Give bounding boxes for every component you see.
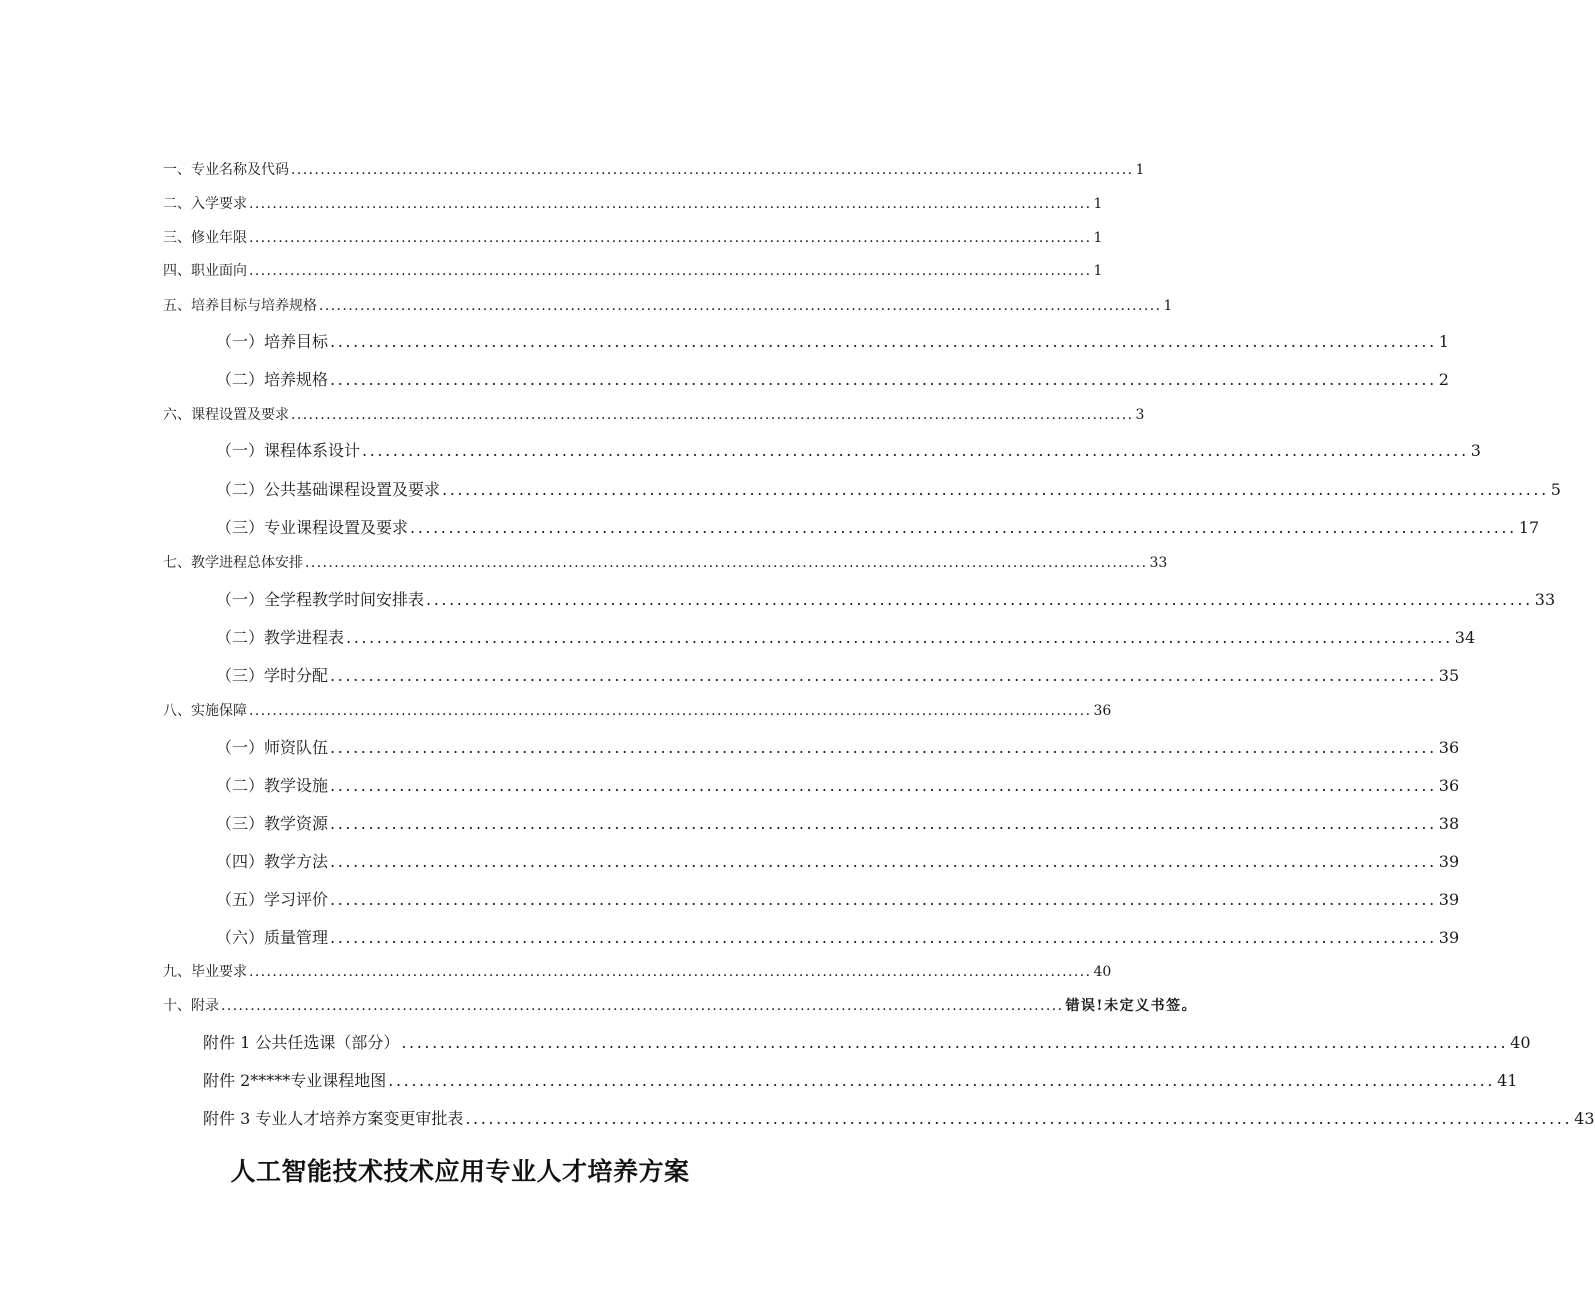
toc-leader-dots: ................................................................................................................................................ — [442, 480, 1549, 499]
toc-leader-dots: ................................................................................................................................................ — [330, 738, 1437, 757]
toc-entry-label: （二）教学设施 — [216, 776, 329, 795]
toc-entry-page: 39 — [1438, 928, 1460, 947]
toc-leader-dots: ................................................................................................................................................ — [221, 998, 1064, 1014]
toc-leader-dots: ................................................................................................................................................ — [305, 555, 1148, 571]
toc-entry[interactable] — [216, 849, 1460, 871]
toc-entry-page: 1 — [1093, 263, 1103, 279]
toc-entry-page: 41 — [1497, 1071, 1518, 1090]
toc-leader-dots: ................................................................................................................................................ — [401, 1033, 1509, 1052]
toc-entry[interactable] — [216, 438, 1481, 460]
toc-leader-dots: ................................................................................................................................................ — [249, 964, 1092, 980]
toc-entry-label: （三）学时分配 — [216, 666, 329, 685]
toc-entry-label: 九、毕业要求 — [163, 964, 247, 980]
toc-entry-page: 34 — [1454, 628, 1476, 647]
toc-entry-label: 四、职业面向 — [163, 263, 247, 279]
toc-leader-dots: ................................................................................................................................................ — [346, 628, 1453, 647]
toc-leader-dots: ................................................................................................................................................ — [426, 590, 1533, 609]
toc-entry[interactable] — [163, 995, 1198, 1015]
toc-leader-dots: ................................................................................................................................................ — [319, 298, 1162, 314]
toc-entry-page: 36 — [1093, 703, 1112, 719]
toc-entry-page: 43 — [1574, 1109, 1595, 1128]
toc-entry-label: （一）师资队伍 — [216, 738, 329, 757]
toc-leader-dots: ................................................................................................................................................ — [249, 196, 1092, 212]
toc-entry-label: （五）学习评价 — [216, 890, 329, 909]
toc-entry-page: 40 — [1093, 964, 1112, 980]
toc-entry[interactable] — [216, 735, 1460, 757]
toc-entry-label: 附件 3 专业人才培养方案变更审批表 — [203, 1109, 464, 1128]
toc-entry[interactable] — [163, 700, 1112, 720]
toc-leader-dots: ................................................................................................................................................ — [330, 370, 1437, 389]
toc-entry-label: （二）教学进程表 — [216, 628, 345, 647]
document-title: 人工智能技术技术应用专业人才培养方案 — [230, 1157, 690, 1186]
toc-entry-page: 1 — [1093, 196, 1103, 212]
toc-entry-page: 38 — [1438, 814, 1460, 833]
toc-entry-page: 1 — [1163, 298, 1173, 314]
toc-entry-page: 1 — [1093, 230, 1103, 246]
toc-entry-page: 36 — [1438, 776, 1460, 795]
toc-leader-dots: ................................................................................................................................................ — [388, 1071, 1496, 1090]
toc-entry-label: 七、教学进程总体安排 — [163, 555, 303, 571]
toc-entry-label: 十、附录 — [163, 998, 219, 1014]
toc-entry-label: （六）质量管理 — [216, 928, 329, 947]
toc-entry[interactable] — [216, 887, 1460, 909]
toc-entry-label: （二）培养规格 — [216, 370, 329, 389]
toc-entry[interactable] — [163, 193, 1103, 213]
toc-leader-dots: ................................................................................................................................................ — [330, 814, 1437, 833]
toc-entry-page: 33 — [1534, 590, 1556, 609]
toc-entry-label: （一）全学程教学时间安排表 — [216, 590, 425, 609]
toc-entry[interactable] — [216, 773, 1460, 795]
toc-entry-page: 33 — [1149, 555, 1168, 571]
toc-leader-dots: ................................................................................................................................................ — [465, 1109, 1573, 1128]
toc-leader-dots: ................................................................................................................................................ — [362, 441, 1469, 460]
toc-entry-page: 39 — [1438, 852, 1460, 871]
toc-entry[interactable] — [216, 477, 1561, 499]
toc-entry[interactable] — [163, 552, 1168, 572]
toc-entry-page: 3 — [1470, 441, 1481, 460]
toc-entry[interactable] — [216, 811, 1460, 833]
toc-entry[interactable] — [203, 1106, 1595, 1128]
toc-entry[interactable] — [163, 404, 1145, 424]
toc-entry-page: 3 — [1135, 407, 1145, 423]
toc-leader-dots: ................................................................................................................................................ — [330, 928, 1437, 947]
toc-entry-label: 附件 1 公共任选课（部分） — [203, 1033, 400, 1052]
toc-entry-label: 六、课程设置及要求 — [163, 407, 289, 423]
toc-leader-dots: ................................................................................................................................................ — [249, 230, 1092, 246]
toc-entry-page-error: 错误!未定义书签。 — [1065, 998, 1198, 1014]
toc-leader-dots: ................................................................................................................................................ — [291, 407, 1134, 423]
toc-entry[interactable] — [216, 925, 1460, 947]
toc-entry[interactable] — [216, 515, 1540, 537]
toc-entry-page: 2 — [1438, 370, 1449, 389]
toc-entry[interactable] — [216, 587, 1556, 609]
toc-entry-label: （三）专业课程设置及要求 — [216, 518, 409, 537]
toc-entry-label: （二）公共基础课程设置及要求 — [216, 480, 441, 499]
toc-entry-page: 35 — [1438, 666, 1460, 685]
toc-entry[interactable] — [163, 961, 1112, 981]
toc-entry-label: 八、实施保障 — [163, 703, 247, 719]
toc-entry-page: 5 — [1550, 480, 1561, 499]
toc-entry[interactable] — [163, 159, 1145, 179]
toc-entry-label: 三、修业年限 — [163, 230, 247, 246]
toc-entry-page: 39 — [1438, 890, 1460, 909]
toc-entry-label: （一）课程体系设计 — [216, 441, 361, 460]
toc-entry[interactable] — [163, 295, 1173, 315]
toc-entry-label: （四）教学方法 — [216, 852, 329, 871]
toc-entry[interactable] — [216, 367, 1449, 389]
toc-entry[interactable] — [216, 663, 1460, 685]
toc-leader-dots: ................................................................................................................................................ — [249, 263, 1092, 279]
toc-leader-dots: ................................................................................................................................................ — [330, 852, 1437, 871]
toc-leader-dots: ................................................................................................................................................ — [410, 518, 1517, 537]
toc-leader-dots: ................................................................................................................................................ — [330, 666, 1437, 685]
toc-entry-page: 1 — [1135, 162, 1145, 178]
toc-entry-page: 1 — [1438, 332, 1449, 351]
toc-entry[interactable] — [163, 227, 1103, 247]
toc-entry-label: （一）培养目标 — [216, 332, 329, 351]
toc-entry[interactable] — [163, 260, 1103, 280]
toc-leader-dots: ................................................................................................................................................ — [291, 162, 1134, 178]
toc-entry[interactable] — [216, 329, 1449, 351]
toc-entry[interactable] — [203, 1030, 1531, 1052]
toc-entry[interactable] — [203, 1068, 1518, 1090]
toc-leader-dots: ................................................................................................................................................ — [330, 776, 1437, 795]
toc-entry[interactable] — [216, 625, 1476, 647]
toc-entry-label: 五、培养目标与培养规格 — [163, 298, 317, 314]
toc-entry-label: 二、入学要求 — [163, 196, 247, 212]
toc-entry-label: 附件 2*****专业课程地图 — [203, 1071, 387, 1090]
toc-entry-page: 36 — [1438, 738, 1460, 757]
toc-leader-dots: ................................................................................................................................................ — [330, 332, 1437, 351]
toc-entry-label: 一、专业名称及代码 — [163, 162, 289, 178]
toc-entry-page: 17 — [1518, 518, 1540, 537]
toc-entry-label: （三）教学资源 — [216, 814, 329, 833]
toc-leader-dots: ................................................................................................................................................ — [249, 703, 1092, 719]
toc-leader-dots: ................................................................................................................................................ — [330, 890, 1437, 909]
toc-entry-page: 40 — [1510, 1033, 1531, 1052]
